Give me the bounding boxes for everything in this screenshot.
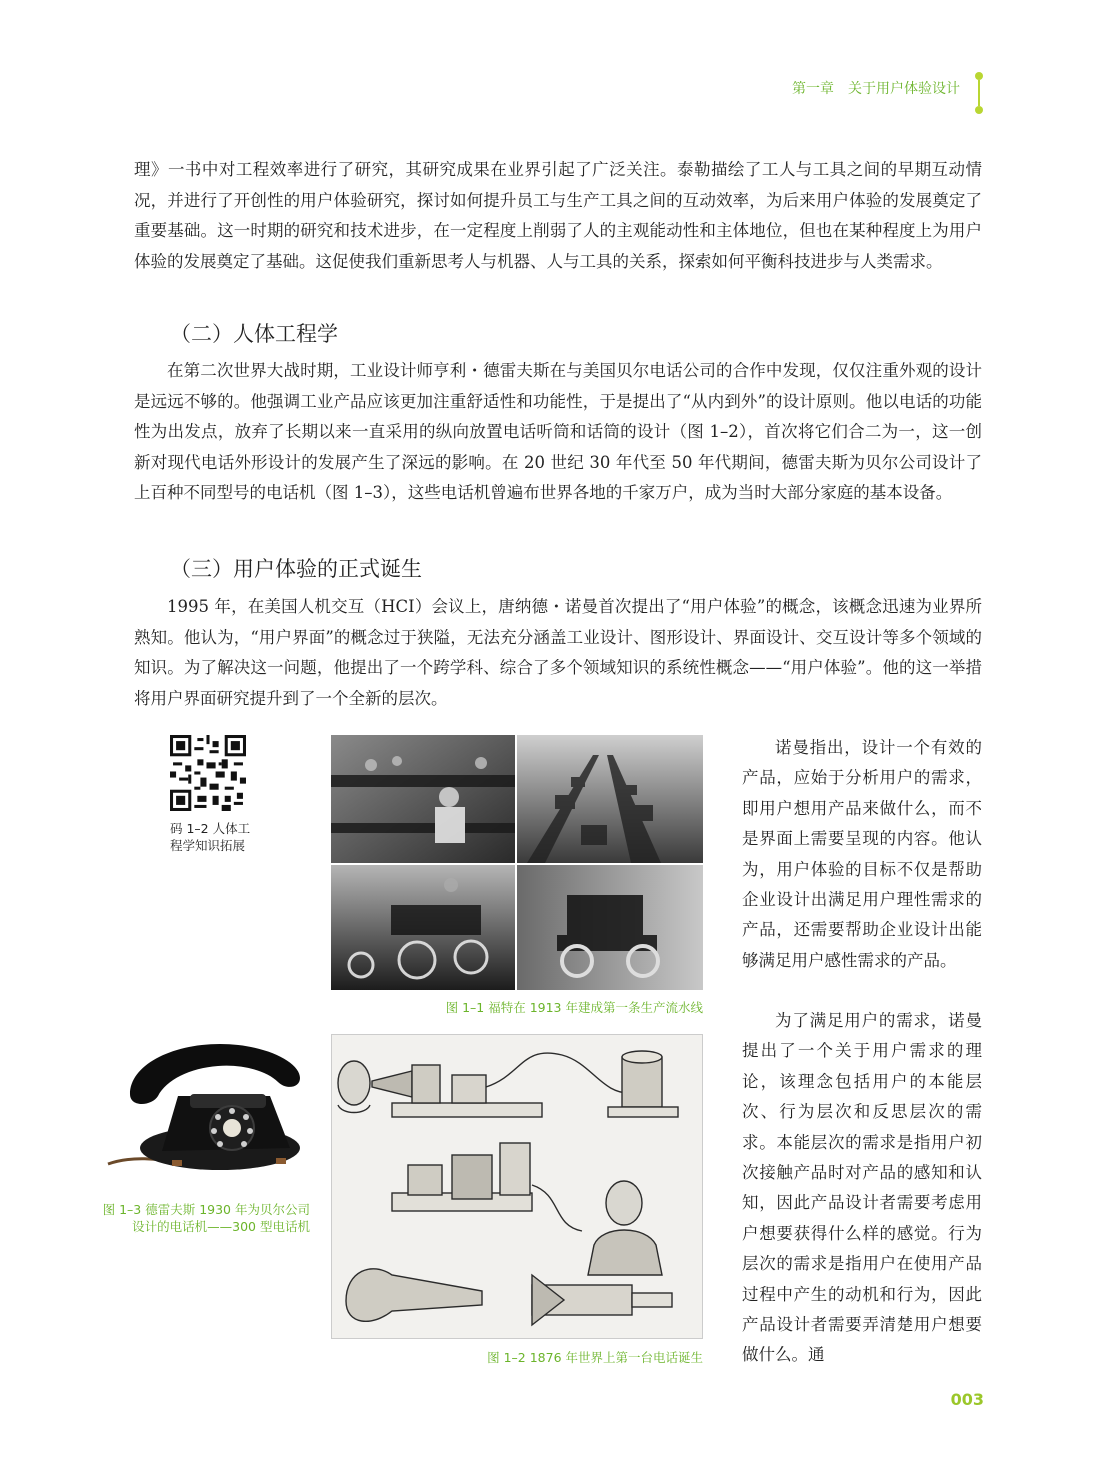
paragraph-intro: 理》一书中对工程效率进行了研究，其研究成果在业界引起了广泛关注。泰勒描绘了工人与工具之间的早期互动情况，并进行了开创性的用户体验研究，探讨如何提升员工与生产工具之间的互动效率，为后来用户体验的发展奠定了重要基础。这一时期的研究和技术进步，在一定程度上削弱了人的主观能动性和主体地位，但也在某种程度上为用户体验的发展奠定了基础。这促使我们重新思考人与机器、人与工具的关系，探索如何平衡科技进步与人类需求。 (134, 160, 982, 271)
section-heading-ux-birth: （三）用户体验的正式诞生 (170, 557, 422, 581)
header-decoration (975, 72, 983, 114)
figure-1-1-caption: 图 1–1 福特在 1913 年建成第一条生产流水线 (445, 1000, 703, 1015)
section-heading-ergonomics: （二）人体工程学 (170, 322, 338, 346)
figure-1-2-caption: 图 1–2 1876 年世界上第一台电话诞生 (487, 1350, 703, 1365)
side-paragraph-norman-1: 诺曼指出，设计一个有效的产品，应始于分析用户的需求，即用户想用产品来做什么，而不是界面上需要呈现的内容。他认为，用户体验的目标不仅是帮助企业设计出满足用户理性需求的产品，还需要帮助企业设计出能够满足用户感性需求的产品。 (742, 738, 982, 970)
side-paragraph-norman-2: 为了满足用户的需求，诺曼提出了一个关于用户需求的理论，该理念包括用户的本能层次、行为层次和反思层次的需求。本能层次的需求是指用户初次接触产品时对产品的感知和认知，因此产品设计者需要考虑用户想要获得什么样的感觉。行为层次的需求是指用户在使用产品过程中产生的动机和行为，因此产品设计者需要弄清楚用户想要做什么。通 (742, 1011, 982, 1365)
paragraph-ergonomics: 在第二次世界大战时期，工业设计师亨利・德雷夫斯在与美国贝尔电话公司的合作中发现，仅仅注重外观的设计是远远不够的。他强调工业产品应该更加注重舒适性和功能性，于是提出了“从内到外”的设计原则。他以电话的功能性为出发点，放弃了长期以来一直采用的纵向放置电话听筒和话筒的设计（图 1–2），首次将它们合二为一，这一创新对现代电话外形设计的发展产生了深远的影响。在 20 世纪 30 年代至 50 年代期间，德雷夫斯为贝尔公司设计了上百种不同型号的电话机（图 1–3），这些电话机曾遍布世界各地的千家万户，成为当时大部分家庭的基本设备。 (134, 361, 982, 503)
rotary-telephone-photo (100, 1036, 310, 1176)
first-telephone-engraving (331, 1034, 703, 1339)
qr-code-label: 码 1–2 人体工程学知识拓展 (170, 821, 251, 853)
ford-assembly-line-photo (331, 735, 703, 990)
page-number: 003 (950, 1390, 984, 1409)
qr-code[interactable] (170, 735, 246, 811)
chapter-header: 第一章 关于用户体验设计 (792, 81, 960, 97)
paragraph-ux-birth: 1995 年，在美国人机交互（HCI）会议上，唐纳德・诺曼首次提出了“用户体验”的概念，该概念迅速为业界所熟知。他认为，“用户界面”的概念过于狭隘，无法充分涵盖工业设计、图形设计、界面设计、交互设计等多个领域的知识。为了解决这一问题，他提出了一个跨学科、综合了多个领域知识的系统性概念——“用户体验”。他的这一举措将用户界面研究提升到了一个全新的层次。 (134, 597, 982, 708)
figure-1-3-caption: 图 1–3 德雷夫斯 1930 年为贝尔公司设计的电话机——300 型电话机 (102, 1202, 310, 1234)
